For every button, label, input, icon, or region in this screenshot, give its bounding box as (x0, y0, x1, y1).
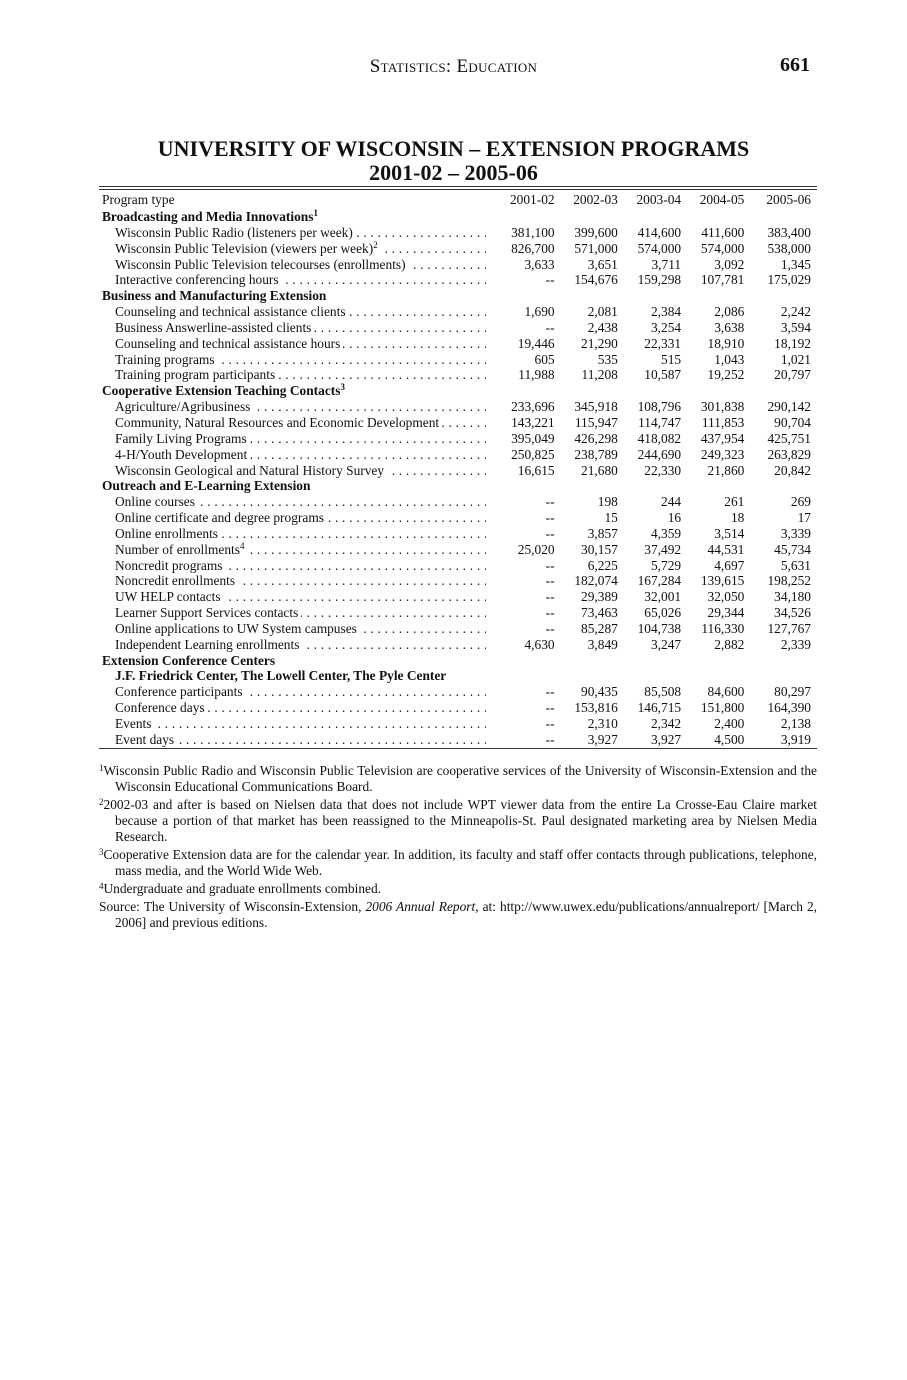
cell-value: 5,729 (650, 557, 682, 573)
cell-value: 3,339 (780, 525, 811, 541)
cell-value: 65,026 (644, 605, 682, 621)
cell-value: 182,074 (574, 573, 618, 589)
title-line-1: UNIVERSITY OF WISCONSIN – EXTENSION PROGRAMS (157, 136, 750, 161)
cell-value: 2,342 (650, 716, 682, 731)
cell-value: 3,254 (650, 319, 682, 335)
cell-value: 269 (790, 494, 811, 510)
row-label: Business Answerline-assisted clients . . . (99, 320, 492, 336)
footnotes (99, 763, 817, 933)
footnote-3: $^3$Cooperative Extension data are for the calendar year. In addition, its faculty and staff offer contacts through publications, telephone, mass media, and the World Wide Web. (99, 847, 817, 878)
page-number: 661 (780, 54, 810, 76)
table-row (99, 621, 817, 637)
table-row (99, 431, 817, 447)
cell-value: 18 (730, 510, 745, 526)
row-label: Counseling and technical assistance hours . . . (99, 336, 492, 352)
cell-value: 29,344 (707, 605, 745, 621)
table-row (99, 241, 817, 257)
cell-value: 418,082 (637, 430, 682, 446)
table-row (99, 573, 817, 589)
col-header-2003-04: 2003-04 (636, 192, 682, 207)
cell-value: 25,020 (517, 541, 555, 557)
cell-value: 29,389 (581, 589, 618, 605)
cell-value: 44,531 (707, 541, 745, 557)
footnote-marker: 1 (313, 209, 318, 218)
table-row (99, 415, 817, 431)
cell-value: 3,638 (714, 319, 745, 335)
cell-value: 574,000 (700, 240, 745, 256)
cell-value: 381,100 (511, 224, 555, 240)
cell-value: 20,797 (774, 367, 811, 383)
footnote-2: $^2$2002-03 and after is based on Nielsen data that does not include WPT viewer data from the entire La Crosse-Eau Claire market because a portion of that market has been reassigned to the Minneapolis-St. Paul designated marketing area by Nielsen Media Research. (99, 797, 817, 844)
cell-value: 3,927 (587, 731, 618, 747)
cell-value: 4,630 (524, 636, 555, 652)
cell-value: 2,310 (587, 716, 618, 731)
table-row (99, 447, 817, 463)
table-row (99, 526, 817, 542)
cell-value: 2,384 (650, 304, 682, 320)
cell-value: 143,221 (511, 414, 555, 430)
cell-value: 104,738 (637, 620, 682, 636)
section-row (99, 478, 817, 494)
cell-value: 249,323 (700, 446, 745, 462)
section-heading: Broadcasting and Media Innovations$^1$ (102, 209, 318, 224)
cell-value: 45,734 (774, 541, 811, 557)
cell-value: 10,587 (644, 367, 682, 383)
cell-value: 127,767 (767, 620, 811, 636)
row-label: Event days . . . (99, 732, 492, 748)
cell-value: 84,600 (707, 684, 745, 700)
cell-value: -- (545, 557, 555, 573)
cell-value: 538,000 (767, 240, 811, 256)
cell-value: 111,853 (701, 414, 745, 430)
row-label: Online certificate and degree programs . . . (99, 510, 492, 526)
cell-value: 250,825 (511, 446, 555, 462)
cell-value: 3,849 (587, 636, 618, 652)
row-label: Online courses . . . (99, 494, 492, 510)
cell-value: 164,390 (767, 700, 811, 716)
cell-value: 198 (597, 494, 618, 510)
cell-value: 437,954 (700, 430, 745, 446)
row-label: Community, Natural Resources and Economic Development . . . (99, 415, 492, 431)
cell-value: 15 (604, 510, 618, 526)
footnote-marker: 4 (239, 541, 245, 551)
cell-value: 198,252 (767, 573, 811, 589)
cell-value: 2,242 (780, 304, 811, 320)
cell-value: 3,651 (587, 256, 618, 272)
col-header-2002-03: 2002-03 (573, 192, 618, 207)
cell-value: 571,000 (574, 240, 618, 256)
row-label: Agriculture/Agribusiness . . . (99, 399, 492, 415)
cell-value: 32,050 (707, 589, 745, 605)
cell-value: 605 (534, 351, 555, 367)
cell-value: 19,446 (517, 335, 555, 351)
cell-value: 3,919 (780, 731, 811, 747)
cell-value: 5,631 (780, 557, 811, 573)
table-row (99, 463, 817, 479)
running-title: Statistics: Education (369, 56, 538, 77)
row-label: Learner Support Services contacts . . . (99, 605, 492, 621)
cell-value: 20,842 (774, 462, 811, 478)
cell-value: -- (545, 319, 555, 335)
cell-value: 73,463 (581, 605, 618, 621)
table-row (99, 336, 817, 352)
row-label: Wisconsin Public Television (viewers per week)$^2$ . . . (99, 241, 492, 257)
table-row (99, 605, 817, 621)
cell-value: 414,600 (637, 224, 682, 240)
section-heading: Cooperative Extension Teaching Contacts$^3$ (102, 383, 345, 399)
cell-value: 30,157 (581, 541, 618, 557)
section-heading: Extension Conference Centers (102, 652, 276, 668)
row-label: Online applications to UW System campuses . . . (99, 621, 492, 637)
cell-value: 85,287 (581, 620, 618, 636)
col-header-2005-06: 2005-06 (766, 192, 811, 207)
cell-value: 426,298 (574, 430, 618, 446)
cell-value: 11,208 (581, 367, 618, 383)
cell-value: 90,704 (774, 414, 811, 430)
source-note: Source: The University of Wisconsin-Extension, 2006 Annual Report, at: http://www.uwex.edu/publications/annualreport/ [March 2, 2006] and previous editions. (99, 899, 817, 930)
cell-value: 1,690 (524, 304, 555, 320)
cell-value: 2,882 (714, 636, 745, 652)
cell-value: 85,508 (644, 684, 682, 700)
row-label: Noncredit programs . . . (99, 558, 492, 574)
table-row (99, 716, 817, 732)
table-row (99, 304, 817, 320)
cell-value: -- (545, 605, 555, 621)
footnote-marker: 3 (340, 383, 345, 393)
row-label: Training program participants . . . (99, 367, 492, 383)
row-label: UW HELP contacts . . . (99, 589, 492, 605)
cell-value: 826,700 (511, 240, 555, 256)
cell-value: 3,247 (650, 636, 682, 652)
row-label: Interactive conferencing hours . . . (99, 272, 492, 288)
row-label: Number of enrollments$^4$ . . . (99, 542, 492, 558)
cell-value: 1,043 (714, 351, 745, 367)
section-row (99, 383, 817, 399)
cell-value: 238,789 (574, 446, 618, 462)
cell-value: 34,180 (774, 589, 811, 605)
table-row (99, 352, 817, 368)
cell-value: -- (545, 716, 555, 731)
table-row (99, 257, 817, 273)
row-label: Family Living Programs . . . (99, 431, 492, 447)
cell-value: 159,298 (637, 272, 682, 288)
cell-value: 151,800 (700, 700, 745, 716)
cell-value: 167,284 (637, 573, 682, 589)
cell-value: 139,615 (700, 573, 745, 589)
cell-value: 3,633 (524, 256, 555, 272)
cell-value: -- (545, 684, 555, 700)
cell-value: -- (545, 589, 555, 605)
table-row (99, 399, 817, 415)
cell-value: 3,857 (587, 525, 618, 541)
cell-value: 11,988 (518, 367, 555, 383)
cell-value: 115,947 (574, 414, 618, 430)
cell-value: 244,690 (637, 446, 682, 462)
row-label: Wisconsin Public Television telecourses (enrollments) . . . (99, 257, 492, 273)
row-label: 4-H/Youth Development . . . (99, 447, 492, 463)
table-row (99, 510, 817, 526)
row-label: Wisconsin Geological and Natural History Survey . . . (99, 463, 492, 479)
cell-value: 345,918 (574, 399, 618, 415)
row-label: Independent Learning enrollments . . . (99, 637, 492, 653)
cell-value: 154,676 (574, 272, 618, 288)
cell-value: 383,400 (767, 224, 811, 240)
subsection-row (99, 668, 817, 684)
row-label: Online enrollments . . . (99, 526, 492, 542)
cell-value: 425,751 (767, 430, 811, 446)
cell-value: -- (545, 494, 555, 510)
footnote-4: $^4$Undergraduate and graduate enrollments combined. (99, 881, 382, 896)
bottom-rule (99, 748, 817, 749)
cell-value: 3,594 (780, 319, 811, 335)
cell-value: 21,860 (707, 462, 745, 478)
cell-value: -- (545, 731, 555, 747)
cell-value: 4,697 (714, 557, 745, 573)
subsection-heading: J.F. Friedrick Center, The Lowell Center, The Pyle Center (115, 668, 447, 684)
cell-value: 3,092 (714, 256, 745, 272)
cell-value: -- (545, 272, 555, 288)
section-row (99, 288, 817, 304)
cell-value: 17 (797, 510, 811, 526)
cell-value: 244 (661, 494, 682, 510)
cell-value: 515 (661, 351, 682, 367)
cell-value: 3,711 (651, 256, 682, 272)
footnote-1: $^1$Wisconsin Public Radio and Wisconsin Public Television are cooperative services of the University of Wisconsin-Extension and the Wisconsin Educational Communications Board. (99, 763, 817, 794)
cell-value: 1,345 (780, 256, 811, 272)
footnote-marker: 2 (373, 240, 378, 250)
cell-value: 399,600 (574, 224, 618, 240)
cell-value: 2,400 (714, 716, 745, 731)
title-line-2: 2001-02 – 2005-06 (369, 160, 538, 185)
cell-value: 261 (724, 494, 745, 510)
section-heading: Outreach and E-Learning Extension (102, 478, 311, 494)
cell-value: 90,435 (581, 684, 618, 700)
cell-value: 19,252 (707, 367, 745, 383)
cell-value: 411,600 (701, 224, 745, 240)
cell-value: 116,330 (701, 620, 745, 636)
table-row (99, 367, 817, 383)
cell-value: 21,680 (581, 462, 618, 478)
row-label: Noncredit enrollments . . . (99, 573, 492, 589)
cell-value: 263,829 (767, 446, 811, 462)
cell-value: 2,438 (587, 319, 618, 335)
cell-value: -- (545, 700, 555, 716)
cell-value: 18,910 (707, 335, 745, 351)
cell-value: 80,297 (774, 684, 811, 700)
cell-value: 16,615 (517, 462, 555, 478)
cell-value: 108,796 (637, 399, 682, 415)
cell-value: -- (545, 510, 555, 526)
section-row (99, 209, 817, 225)
cell-value: 535 (597, 351, 618, 367)
cell-value: 395,049 (511, 430, 555, 446)
section-row (99, 653, 817, 669)
cell-value: 290,142 (767, 399, 811, 415)
row-label: Conference participants . . . (99, 684, 492, 700)
cell-value: 4,500 (714, 731, 745, 747)
cell-value: 34,526 (774, 605, 811, 621)
cell-value: 16 (667, 510, 682, 526)
table-row (99, 637, 817, 653)
cell-value: 2,086 (714, 304, 745, 320)
cell-value: 2,339 (780, 636, 811, 652)
cell-value: 4,359 (650, 525, 682, 541)
extension-programs-table (99, 186, 817, 749)
table-row (99, 542, 817, 558)
cell-value: 3,927 (650, 731, 682, 747)
cell-value: 3,514 (714, 525, 745, 541)
table-row (99, 558, 817, 574)
row-label: Events . . . (99, 716, 492, 732)
cell-value: 18,192 (774, 335, 811, 351)
table-title (0, 137, 907, 185)
cell-value: 233,696 (511, 399, 555, 415)
row-label: Training programs . . . (99, 352, 492, 368)
cell-value: 146,715 (637, 700, 682, 716)
table-row (99, 700, 817, 716)
cell-value: 574,000 (637, 240, 682, 256)
cell-value: 175,029 (767, 272, 811, 288)
cell-value: 153,816 (574, 700, 618, 716)
cell-value: -- (545, 525, 555, 541)
cell-value: 37,492 (644, 541, 682, 557)
cell-value: 6,225 (587, 557, 618, 573)
cell-value: 2,081 (587, 304, 618, 320)
table-row (99, 494, 817, 510)
table-row (99, 589, 817, 605)
cell-value: 22,331 (644, 335, 682, 351)
table-row (99, 225, 817, 241)
row-label: Wisconsin Public Radio (listeners per week) . . . (99, 225, 492, 241)
table-row (99, 320, 817, 336)
col-header-program-type: Program type (102, 192, 175, 207)
cell-value: 21,290 (581, 335, 618, 351)
table-row (99, 272, 817, 288)
col-header-2004-05: 2004-05 (699, 192, 745, 207)
table-row (99, 684, 817, 700)
table-body (99, 209, 817, 748)
cell-value: 22,330 (644, 462, 682, 478)
cell-value: 32,001 (644, 589, 682, 605)
cell-value: 114,747 (638, 414, 682, 430)
running-head (0, 56, 907, 80)
cell-value: 107,781 (700, 272, 745, 288)
row-label: Counseling and technical assistance clients . . . (99, 304, 492, 320)
table-row (99, 732, 817, 748)
section-heading: Business and Manufacturing Extension (102, 288, 327, 304)
cell-value: 2,138 (780, 716, 811, 731)
cell-value: -- (545, 620, 555, 636)
cell-value: -- (545, 573, 555, 589)
cell-value: 301,838 (700, 399, 745, 415)
header-row (99, 190, 817, 209)
cell-value: 1,021 (780, 351, 811, 367)
row-label: Conference days . . . (99, 700, 492, 716)
col-header-2001-02: 2001-02 (509, 192, 555, 207)
